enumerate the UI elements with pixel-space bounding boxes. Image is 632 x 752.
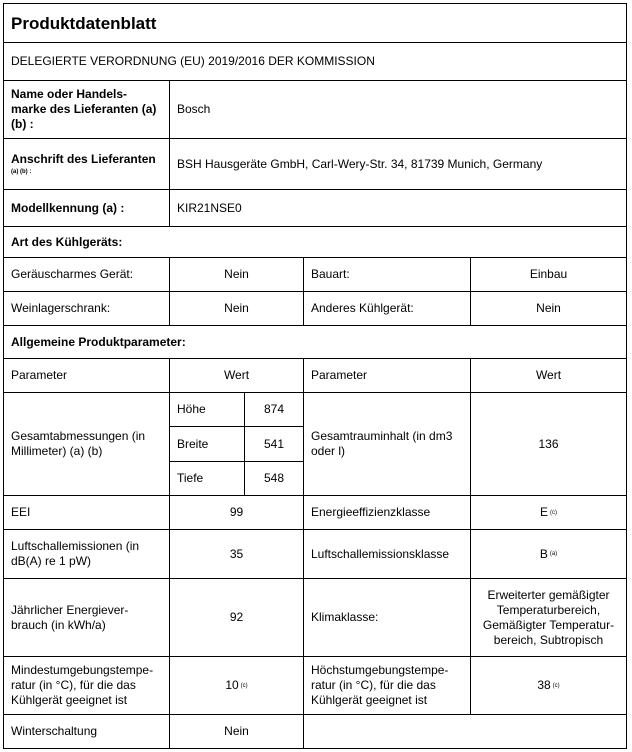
noise-class-cell: B (a) xyxy=(470,529,627,579)
noise-class-value: B xyxy=(539,546,548,561)
width-label: Breite xyxy=(169,426,245,462)
eei-label: EEI xyxy=(3,495,170,530)
winter-switch-value: Nein xyxy=(169,714,304,749)
eei-value: 99 xyxy=(169,495,304,530)
low-noise-value: Nein xyxy=(169,257,304,292)
supplier-address-label xyxy=(3,138,170,190)
winter-switch-empty-right xyxy=(303,714,627,749)
height-label: Höhe xyxy=(169,392,245,427)
other-appliance-label: Anderes Kühlgerät: xyxy=(303,291,471,326)
supplier-name-label: Name oder Handels-marke des Lieferanten (a) (b) : xyxy=(3,80,170,139)
max-temp-cell: 38 (c) xyxy=(470,656,627,715)
height-value: 874 xyxy=(244,392,304,427)
col-value-left: Wert xyxy=(169,358,304,393)
winter-switch-label: Winterschaltung xyxy=(3,714,170,749)
col-parameter-right: Parameter xyxy=(303,358,471,393)
min-temp-label: Mindestumgebungstempe-ratur (in °C), für die das Kühlgerät geeignet ist xyxy=(3,656,170,715)
energy-class-label: Energieeffizienzklasse xyxy=(303,495,471,530)
energy-class-value: E xyxy=(539,505,548,519)
sheet-title: Produktdatenblatt xyxy=(3,3,627,43)
noise-emission-value: 35 xyxy=(169,529,304,579)
supplier-address-note: (a) (b) : xyxy=(11,169,32,175)
product-data-sheet xyxy=(3,3,627,749)
supplier-name-value: Bosch xyxy=(169,80,627,139)
dimensions-label: Gesamtabmessungen (in Millimeter) (a) (b) xyxy=(3,392,170,496)
design-label: Bauart: xyxy=(303,257,471,292)
energy-consumption-value: 92 xyxy=(169,578,304,657)
low-noise-label: Geräuscharmes Gerät: xyxy=(3,257,170,292)
general-params-heading: Allgemeine Produktparameter: xyxy=(3,325,627,359)
width-value: 541 xyxy=(244,426,304,462)
noise-class-label: Luftschallemissionsklasse xyxy=(303,529,471,579)
min-temp-cell: 10 (c) xyxy=(169,656,304,715)
supplier-address-label-text: Anschrift des Lieferanten xyxy=(11,152,156,166)
climate-class-value: Erweiterter gemäßigter Temperaturbereich, Gemäßigter Temperatur-bereich, Subtropisch xyxy=(470,578,627,657)
design-value: Einbau xyxy=(470,257,627,292)
supplier-address-value: BSH Hausgeräte GmbH, Carl-Wery-Str. 34, 81739 Munich, Germany xyxy=(169,138,627,190)
model-id-label: Modellkennung (a) : xyxy=(3,189,170,227)
energy-class-cell: E (c) xyxy=(470,495,627,530)
other-appliance-value: Nein xyxy=(470,291,627,326)
max-temp-value: 38 xyxy=(537,678,551,692)
noise-emission-label: Luftschallemissionen (in dB(A) re 1 pW) xyxy=(3,529,170,579)
depth-value: 548 xyxy=(244,461,304,496)
max-temp-label: Höchstumgebungstempe-ratur (in °C), für die das Kühlgerät geeignet ist xyxy=(303,656,471,715)
min-temp-value: 10 xyxy=(225,678,239,692)
wine-cabinet-value: Nein xyxy=(169,291,304,326)
wine-cabinet-label: Weinlagerschrank: xyxy=(3,291,170,326)
regulation-text: DELEGIERTE VERORDNUNG (EU) 2019/2016 DER KOMMISSION xyxy=(3,42,627,81)
climate-class-label: Klimaklasse: xyxy=(303,578,471,657)
volume-label: Gesamtrauminhalt (in dm3 oder l) xyxy=(303,392,471,496)
col-value-right: Wert xyxy=(470,358,627,393)
appliance-type-heading: Art des Kühlgeräts: xyxy=(3,226,627,258)
model-id-value: KIR21NSE0 xyxy=(169,189,627,227)
volume-value: 136 xyxy=(470,392,627,496)
energy-consumption-label: Jährlicher Energiever-brauch (in kWh/a) xyxy=(3,578,170,657)
depth-label: Tiefe xyxy=(169,461,245,496)
col-parameter-left: Parameter xyxy=(3,358,170,393)
